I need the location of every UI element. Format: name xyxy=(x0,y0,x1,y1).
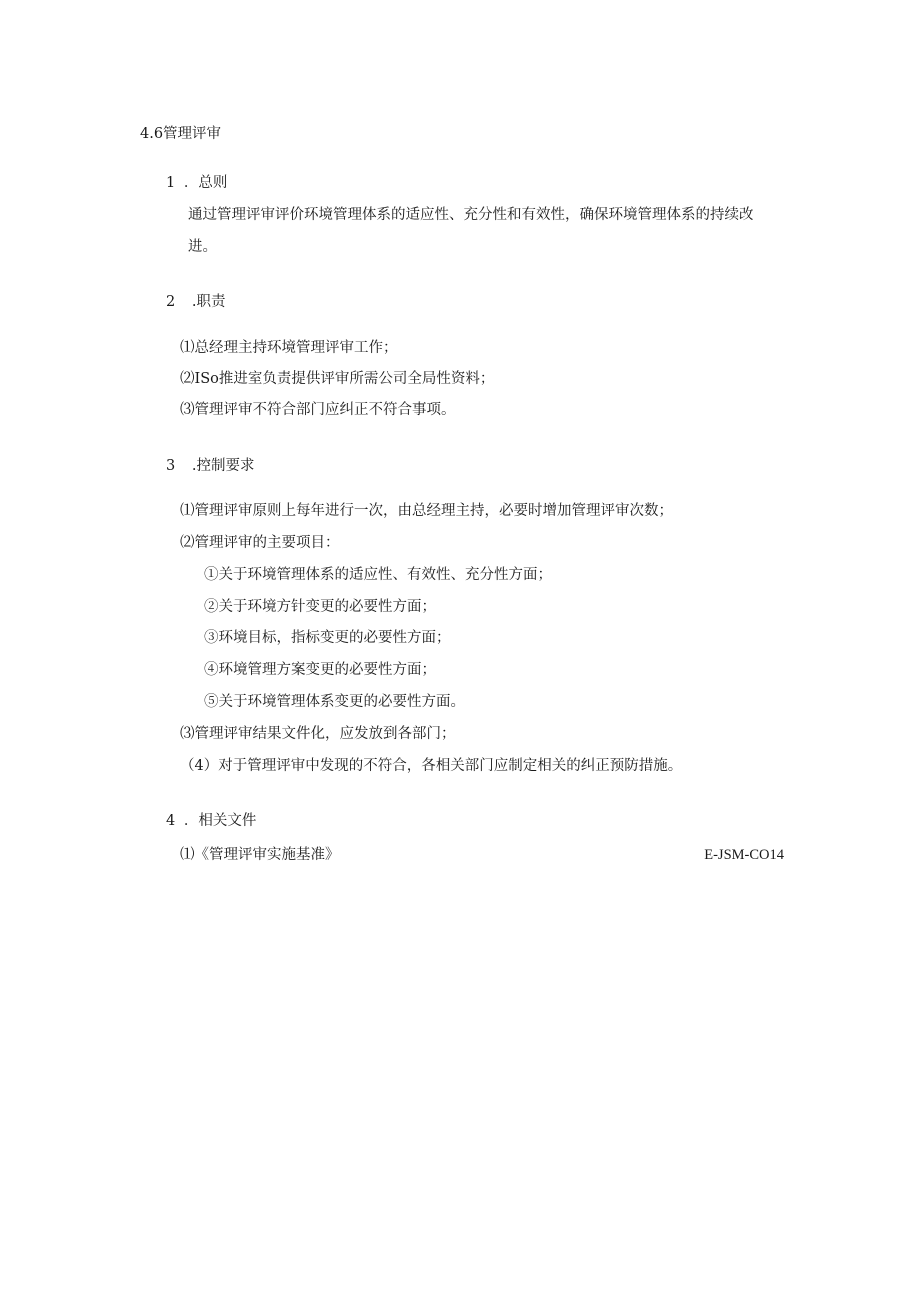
section-2-title: .职责 xyxy=(191,294,226,310)
review-project-item: ⑤关于环境管理体系变更的必要性方面。 xyxy=(204,694,465,710)
section-1-paragraph-line-2: 进。 xyxy=(188,239,217,255)
section-3-number: 3 xyxy=(166,458,176,474)
review-project-item: ③环境目标，指标变更的必要性方面； xyxy=(204,630,451,646)
review-project-item: ②关于环境方针变更的必要性方面； xyxy=(204,599,436,615)
control-item: ⑴管理评审原则上每年进行一次，由总经理主持，必要时增加管理评审次数； xyxy=(180,503,673,519)
responsibility-item: ⑵ISo推进室负责提供评审所需公司全局性资料； xyxy=(180,371,495,387)
section-1-number: 1 xyxy=(166,175,176,191)
control-item: （4）对于管理评审中发现的不符合，各相关部门应制定相关的纠正预防措施。 xyxy=(180,758,683,774)
related-document-code: E-JSM-CO14 xyxy=(704,847,784,863)
section-2-heading xyxy=(166,292,225,312)
control-item: ⑶管理评审结果文件化，应发放到各部门； xyxy=(180,726,456,742)
review-project-item: ①关于环境管理体系的适应性、有效性、充分性方面； xyxy=(204,567,552,583)
section-4-number: 4 xyxy=(166,813,176,829)
section-2-number: 2 xyxy=(166,294,176,310)
section-1-title: ．总则 xyxy=(183,175,228,191)
responsibility-item: ⑶管理评审不符合部门应纠正不符合事项。 xyxy=(180,402,456,418)
section-1-heading xyxy=(166,173,227,193)
section-4-heading xyxy=(166,811,256,831)
review-project-item: ④环境管理方案变更的必要性方面； xyxy=(204,662,436,678)
section-4-title: ．相关文件 xyxy=(183,813,257,829)
control-item: ⑵管理评审的主要项目： xyxy=(180,535,340,551)
section-3-heading xyxy=(166,456,254,476)
section-1-paragraph-line-1: 通过管理评审评价环境管理体系的适应性、充分性和有效性，确保环境管理体系的持续改 xyxy=(188,207,754,223)
section-title: 4.6管理评审 xyxy=(140,126,222,142)
section-3-title: .控制要求 xyxy=(191,458,255,474)
related-document-title: ⑴《管理评审实施基准》 xyxy=(180,847,340,863)
responsibility-item: ⑴总经理主持环境管理评审工作； xyxy=(180,340,398,356)
